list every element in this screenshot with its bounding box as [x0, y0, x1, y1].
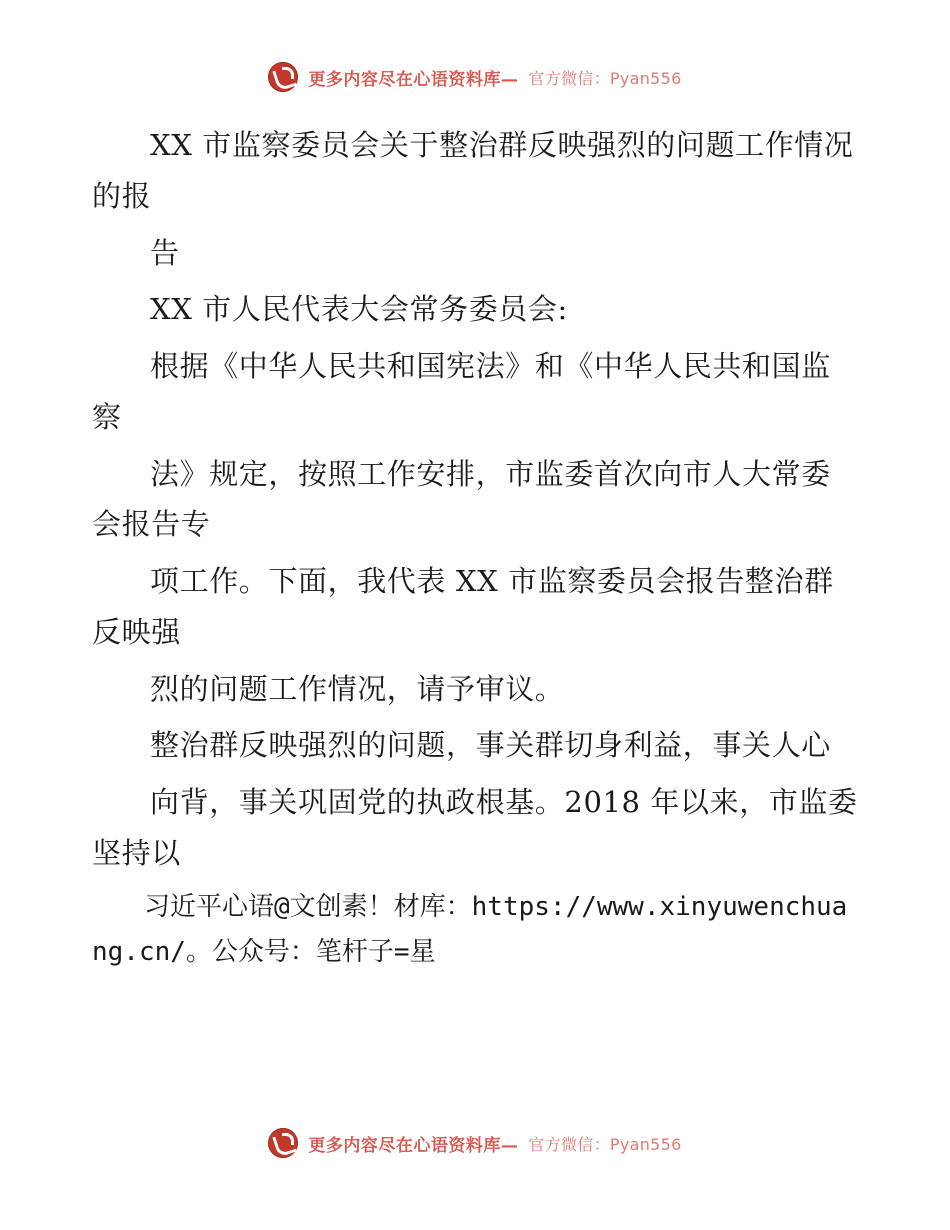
document-paragraph: 法》规定，按照工作安排，市监委首次向市人大常委会报告专	[92, 456, 831, 542]
document-source-note: 习近平心语@文创素！材库：https://www.xinyuwenchuang.cn/。公众号：笔杆子=星	[92, 891, 848, 967]
document-paragraph: 整治群反映强烈的问题，事关群切身利益，事关人心	[150, 728, 831, 763]
watermark-banner-bottom	[0, 1128, 950, 1158]
wechat-circle-logo-icon	[268, 62, 298, 92]
wechat-circle-logo-icon	[268, 1128, 298, 1158]
document-paragraph: 项工作。下面，我代表 XX 市监察委员会报告整治群反映强	[92, 564, 834, 649]
document-title-line-1: XX 市监察委员会关于整治群反映强烈的问题工作情况的报	[92, 128, 854, 213]
watermark-wechat-label: 官方微信：Pyan556	[528, 1134, 682, 1154]
document-title-line-2: 告	[150, 235, 180, 270]
watermark-text: 更多内容尽在心语资料库—	[308, 1135, 519, 1156]
document-salutation: XX 市人民代表大会常务委员会:	[150, 292, 568, 327]
document-body	[0, 120, 950, 982]
watermark-banner-top	[0, 62, 950, 92]
document-paragraph: 烈的问题工作情况，请予审议。	[150, 671, 565, 706]
document-paragraph: 根据《中华人民共和国宪法》和《中华人民共和国监察	[92, 349, 831, 434]
watermark-text: 更多内容尽在心语资料库—	[308, 69, 519, 90]
watermark-wechat-label: 官方微信：Pyan556	[528, 68, 682, 88]
document-paragraph: 向背，事关巩固党的执政根基。2018 年以来，市监委坚持以	[92, 785, 858, 870]
